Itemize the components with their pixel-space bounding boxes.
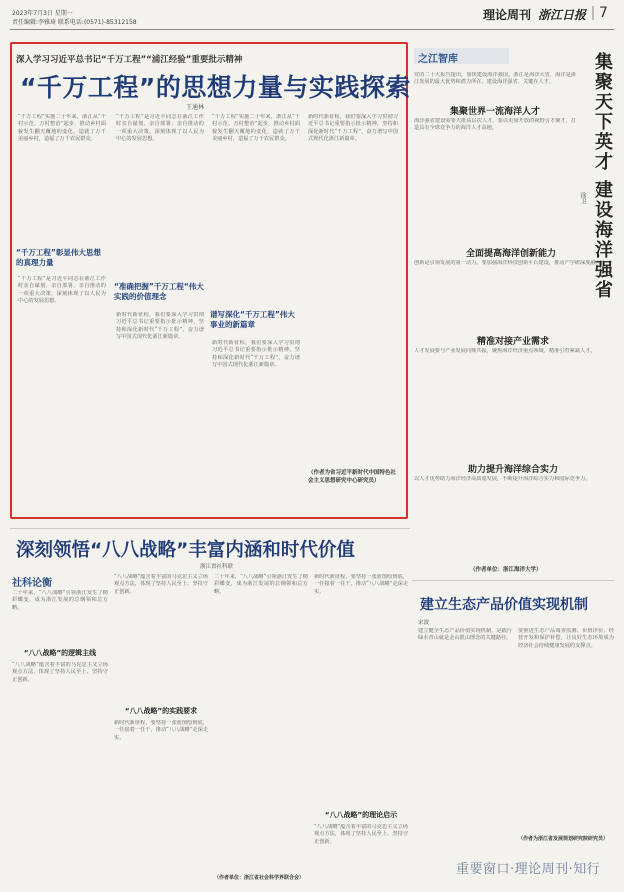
bottom-col-3-para-1: 二十年来，“八八战略”引领浙江发生了精彩蝶变，成为浙江发展的总纲领和总方略。 [214, 574, 308, 595]
bottom-col-4-para-2: “八八战略”蕴含着丰富的马克思主义立场观点方法，体现了坚持人民至上、坚持守正创新。 [314, 824, 408, 845]
footer-brand: 重要窗口·理论周刊·知行 [456, 862, 601, 877]
article-subhead-2: “准确把握”千万工程“伟大实践的价值理念 [114, 282, 204, 301]
right-author: 徐卫 [579, 192, 586, 204]
article-col-4-para-1: 新时代新征程，我们要深入学习贯彻习近平总书记重要指示批示精神，坚持和深化新时代“千万工程”，奋力谱写中国式现代化浙江新篇章。 [308, 114, 398, 143]
article-kicker: 深入学习习近平总书记“千万工程”“浦江经验”重要批示精神 [16, 55, 243, 65]
bottom-col-2-para-1: “八八战略”蕴含着丰富的马克思主义立场观点方法，体现了坚持人民至上、坚持守正创新。 [114, 574, 208, 595]
bottom-right-headline: 建立生态产品价值实现机制 [420, 597, 588, 613]
think-tank-label: 之江智库 [418, 54, 458, 65]
article-subhead-3: 谱写深化“千万工程”伟大事业的新篇章 [210, 310, 295, 329]
article-col-1-para-1: “千万工程”实施二十年来，浙江从“千村示范、万村整治”起步，推动乡村面貌发生翻天覆地的变化，造就了万千美丽乡村，造福了万千农民群众。 [18, 114, 106, 143]
article-col-2-para-1: “千万工程”是习近平同志在浙江工作时亲自谋划、亲自部署、亲自推动的一项重大决策，深刻体现了以人民为中心的发展思想。 [116, 114, 204, 143]
article-col-3-para-2: 新时代新征程，我们要深入学习贯彻习近平总书记重要指示批示精神，坚持和深化新时代“千万工程”，奋力谱写中国式现代化浙江新篇章。 [212, 340, 300, 369]
bottom-col-1-para-1: 二十年来，“八八战略”引领浙江发生了精彩蝶变，成为浙江发展的总纲领和总方略。 [12, 590, 108, 611]
right-para-3: 人才发展要与产业发展同频共振，聚焦海洋经济重点领域，精准引育紧缺人才。 [414, 348, 596, 354]
right-note: （作者单位：浙江海洋大学） [470, 567, 542, 573]
article-col-2-para-2: 新时代新征程，我们要深入学习贯彻习近平总书记重要指示批示精神，坚持和深化新时代“千万工程”，奋力谱写中国式现代化浙江新篇章。 [116, 312, 204, 341]
bottom-author: 浙江省社科联 [200, 564, 234, 570]
header-rule [10, 29, 614, 30]
right-subhead-3: 精准对接产业需求 [476, 337, 549, 347]
header-date: 2023年7月3日 星期一 [12, 10, 73, 17]
header-editor: 责任编辑:李雅琦 联系电话:(0571)-85312158 [12, 19, 137, 26]
right-bottom-rule [412, 580, 614, 581]
bottom-tag: 社科论衡 [12, 578, 52, 589]
section-title: 理论周刊 [483, 8, 532, 22]
right-para-4: 以人才优势助力海洋经济高质量发展，不断提升海洋综合实力和国际竞争力。 [414, 476, 591, 482]
page-divider-bar [592, 6, 594, 20]
right-para-1: 海洋强省建设需要大批高层次人才。要以更加开放的视野引才聚才，打造具有全球竞争力的海洋人才高地。 [414, 118, 576, 132]
bottom-col-1-para-2: “八八战略”蕴含着丰富的马克思主义立场观点方法，体现了坚持人民至上、坚持守正创新。 [12, 662, 108, 683]
article-subhead-1: “千万工程”彰显伟大思想的真理力量 [16, 248, 101, 267]
article-headline: “千万工程”的思想力量与实践探索 [20, 73, 411, 102]
bottom-subhead-3: “八八战略”的理论启示 [324, 811, 398, 819]
right-subhead-2: 全面提高海洋创新能力 [465, 249, 556, 259]
bottom-subhead-1: “八八战略”的逻辑主线 [23, 649, 97, 657]
article-author: 王通林 [186, 104, 205, 111]
article-col-1-para-2: “千万工程”是习近平同志在浙江工作时亲自谋划、亲自部署、亲自推动的一项重大决策，深刻体现了以人民为中心的发展思想。 [18, 276, 106, 305]
right-para-2: 创新是引领发展的第一动力。要加强海洋科技创新平台建设，推动产学研深度融合。 [414, 260, 606, 266]
paper-name: 浙江日报 [538, 8, 587, 22]
bottom-subhead-2: “八八战略”的实践要求 [124, 707, 198, 715]
bottom-note: （作者单位：浙江省社会科学界联合会） [214, 875, 305, 881]
right-subhead-4: 助力提升海洋综合实力 [467, 465, 558, 475]
bottom-col-2-para-2: 新时代新征程，要坚持一张蓝图绘到底，一任接着一任干，推动“八八战略”走深走实。 [114, 720, 208, 741]
right-subhead-1: 集聚世界一流海洋人才 [449, 107, 540, 117]
article-col-3-para-1: “千万工程”实施二十年来，浙江从“千村示范、万村整治”起步，推动乡村面貌发生翻天覆地的变化，造就了万千美丽乡村，造福了万千农民群众。 [212, 114, 300, 143]
article-note: （作者为省习近平新时代中国特色社会主义思想研究中心研究员） [308, 470, 397, 484]
bottom-right-author: 宋波 [418, 620, 430, 626]
page-number: 7 [599, 5, 608, 21]
bottom-right-col-2: 要推进生态产品调查监测、价值评价、经营开发和保护补偿，让良好生态环境成为经济社会持续健康发展的支撑点。 [518, 628, 614, 649]
bottom-col-4-para-1: 新时代新征程，要坚持一张蓝图绘到底，一任接着一任干，推动“八八战略”走深走实。 [314, 574, 408, 595]
mid-rule [10, 528, 410, 529]
bottom-right-note: （作者为浙江省发展规划研究院研究员） [518, 836, 609, 842]
bottom-right-col-1: 建立健全生态产品价值实现机制，是践行绿水青山就是金山银山理念的关键路径。 [418, 628, 512, 642]
bottom-headline: 深刻领悟“八八战略”丰富内涵和时代价值 [16, 540, 355, 561]
vertical-title: 集聚天下英才 建设海洋强省 [592, 52, 613, 301]
right-intro: 党的二十大报告提出，加快建设海洋强国。浙江是海洋大省，海洋是浙江发展的最大优势和潜力所在。建设海洋强省，关键在人才。 [414, 72, 576, 86]
